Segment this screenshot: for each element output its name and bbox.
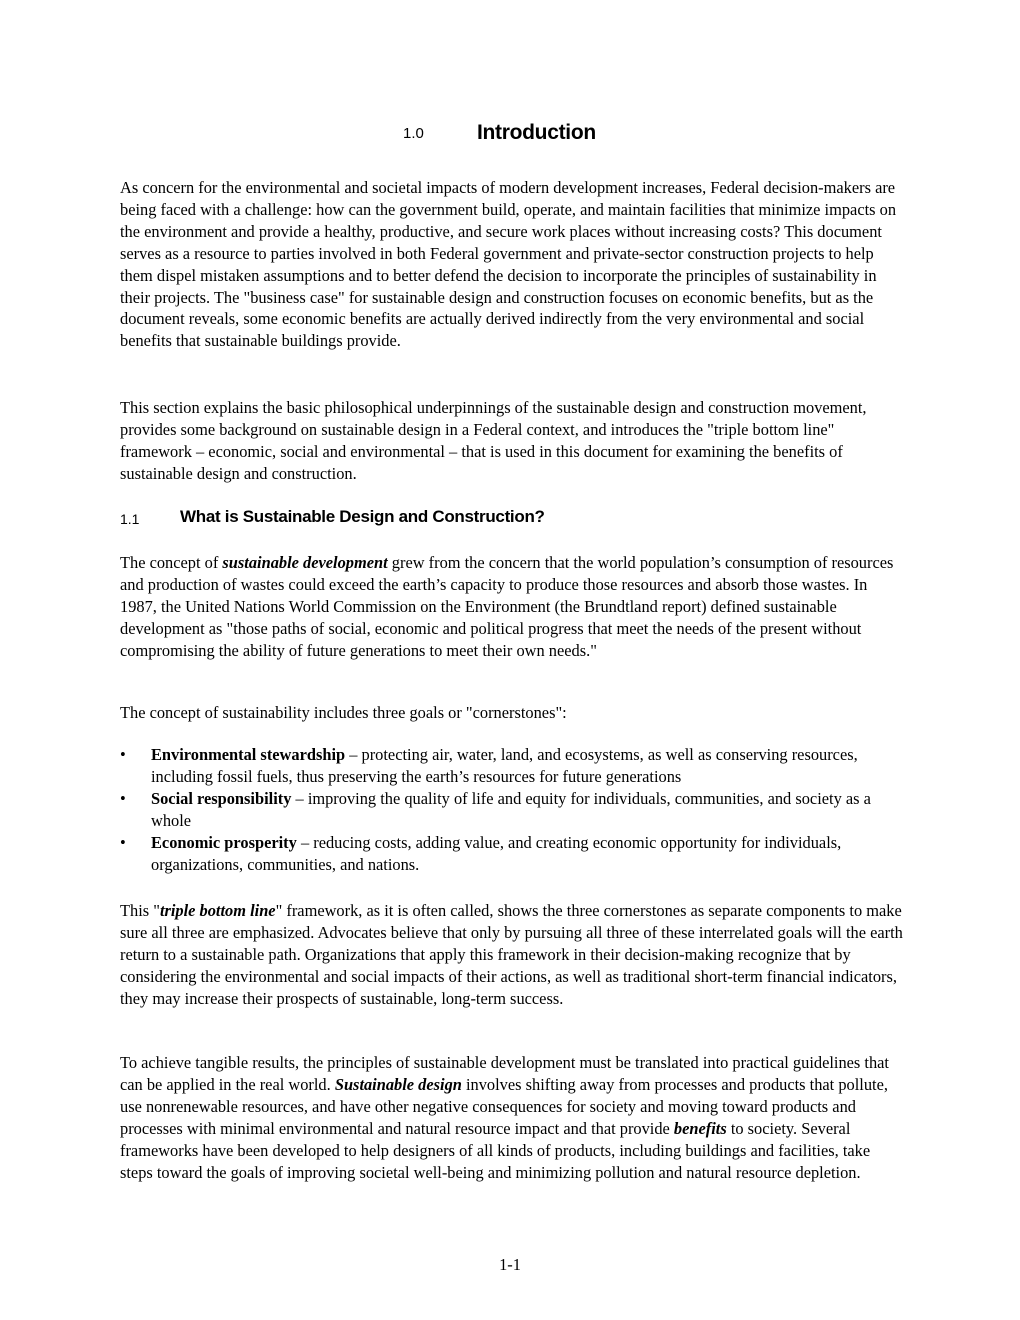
section-title: Introduction — [477, 121, 596, 144]
list-item — [120, 832, 905, 876]
sustainable-design-paragraph — [120, 1052, 905, 1183]
text-run: involves shifting away from processes and products that pollute, use nonrenewable resources, and have other negative consequences for society and moving toward products and processes with minimal environmental and natural resource impact and that provide — [120, 1074, 888, 1138]
bullet-icon: • — [120, 745, 126, 764]
triple-bottom-line-paragraph — [120, 900, 905, 1010]
bullet-icon: • — [120, 788, 126, 808]
sustainable-development-paragraph — [120, 552, 905, 662]
page-number: 1-1 — [499, 1255, 521, 1274]
text-run: " framework, as it is often called, shows the three cornerstones as separate components to make sure all three are emphasized. Advocates believe that only by pursuing all three of these interrelated goals will the earth return to a sustainable path. Organizations that apply this framework in their decision-making recognize that by considering the environmental and social impacts of their actions, as well as traditional short-term financial indicators, they may increase their prospects of sustainable, long-term success. — [120, 901, 903, 1008]
list-item — [120, 788, 905, 832]
intro-paragraph-2: This section explains the basic philosophical underpinnings of the sustainable design and construction movement, provides some background on sustainable design in a Federal context, and introduces the "triple bottom line" framework – economic, social and environmental – that is used in this document for examining the benefits of sustainable design and construction. — [120, 398, 867, 483]
list-item-term: Economic prosperity — [151, 832, 297, 852]
emphasis-term: triple bottom line — [159, 901, 276, 920]
text-run: To achieve tangible results, the principles of sustainable development must be translated into practical guidelines that can be applied in the real world. — [120, 1053, 889, 1094]
text-run: grew from the concern that the world population’s consumption of resources and production of wastes could exceed the earth’s capacity to produce those resources and absorb those wastes. In 1987, the United Nations World Commission on the Environment (the Brundtland report) defined sustainable development as "those paths of social, economic and political progress that meet the needs of the present without compromising the ability of future generations to meet their own needs." — [120, 553, 894, 660]
list-item — [120, 744, 905, 788]
text-run: This " — [120, 901, 160, 920]
emphasis-term: benefits — [673, 1118, 727, 1138]
subsection-number: 1.1 — [120, 511, 140, 527]
emphasis-term: Sustainable design — [334, 1074, 462, 1094]
list-item-term: Environmental stewardship — [151, 745, 346, 764]
cornerstones-list — [120, 744, 905, 875]
subsection-title: What is Sustainable Design and Construction? — [180, 507, 545, 526]
intro-paragraph-1: As concern for the environmental and societal impacts of modern development increases, Federal decision-makers are being faced with a challenge: how can the government build, operate, and maintain facilities that minimize impacts on the environment and provide a healthy, productive, and secure work places without increasing costs? This document serves as a resource to parties involved in both Federal government and private-sector construction projects to help them dispel mistaken assumptions and to better defend the decision to incorporate the principles of sustainability in their projects. The "business case" for sustainable design and construction focuses on economic benefits, but as the document reveals, some economic benefits are actually derived indirectly from the very environmental and social benefits that sustainable buildings provide. — [120, 178, 897, 351]
text-run: to society. Several frameworks have been developed to help designers of all kinds of products, including buildings and facilities, take steps toward the goals of improving societal well-being and minimizing pollution and natural resource depletion. — [120, 1118, 871, 1182]
list-item-text: – improving the quality of life and equity for individuals, communities, and society as a whole — [151, 788, 871, 830]
list-item-term: Social responsibility — [151, 788, 292, 808]
section-number: 1.0 — [403, 125, 424, 142]
bullet-icon: • — [120, 832, 126, 852]
list-item-text: – protecting air, water, land, and ecosystems, as well as conserving resources, including fossil fuels, thus preserving the earth’s resources for future generations — [151, 745, 858, 786]
list-item-text: – reducing costs, adding value, and creating economic opportunity for individuals, organizations, communities, and nations. — [151, 832, 842, 874]
cornerstones-intro: The concept of sustainability includes three goals or "cornerstones": — [120, 703, 567, 722]
text-run: The concept of — [120, 553, 223, 572]
emphasis-term: sustainable development — [222, 553, 388, 572]
